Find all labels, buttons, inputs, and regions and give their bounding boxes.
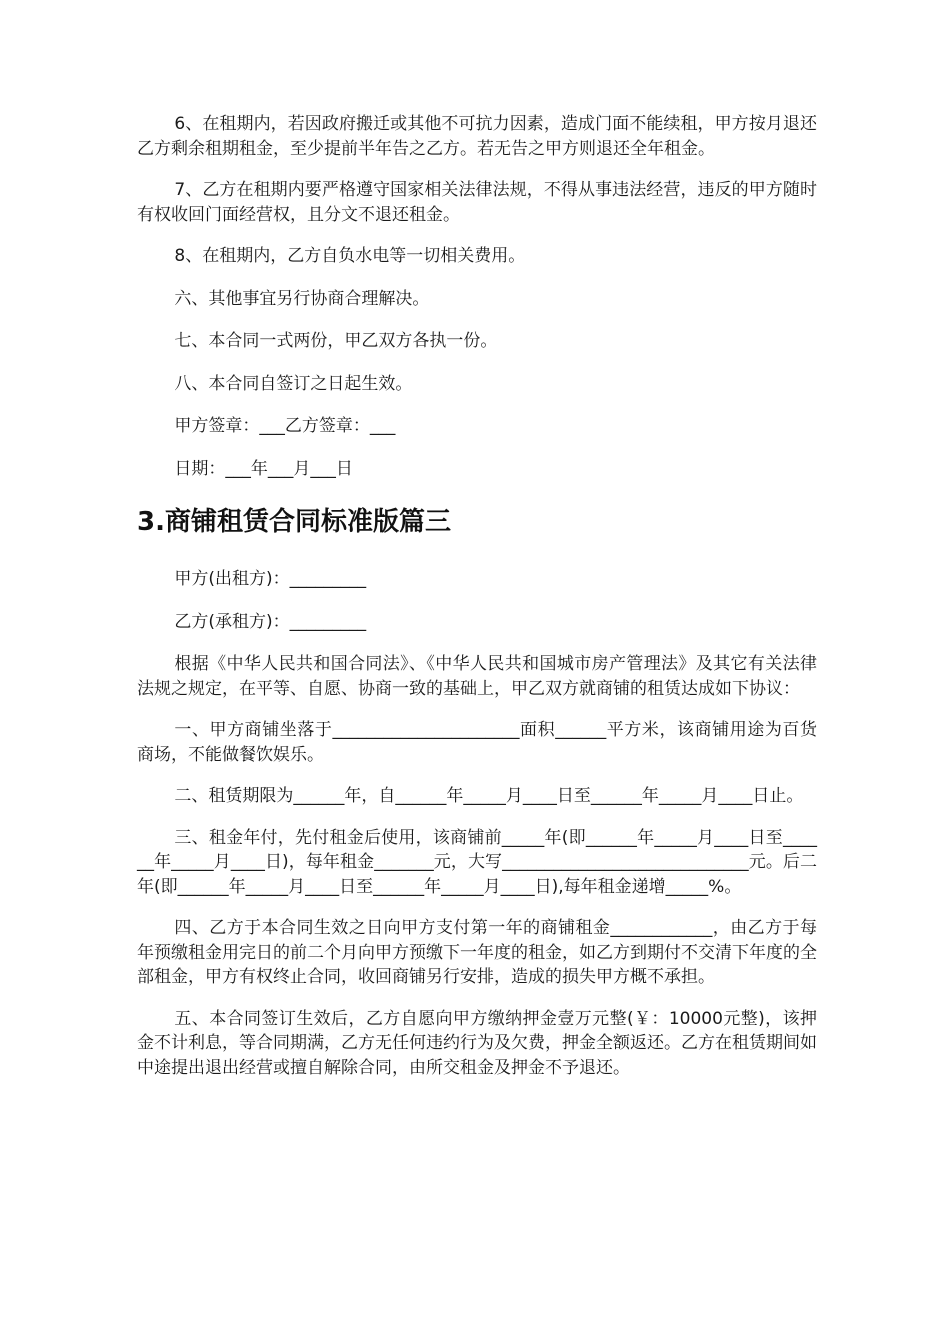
preamble: 根据《中华人民共和国合同法》、《中华人民共和国城市房产管理法》及其它有关法律法规之规定，在平等、自愿、协商一致的基础上，甲乙双方就商铺的租赁达成如下协议： [137, 654, 817, 699]
article-5: 五、本合同签订生效后，乙方自愿向甲方缴纳押金壹万元整(￥：10000元整)，该押金不计利息，等合同期满，乙方无任何违约行为及欠费，押金全额返还。乙方在租赁期间如中途提出退出经营或擅自解除合同，由所交租金及押金不予退还。 [137, 1008, 817, 1078]
article-1: 一、甲方商铺坐落于______________________面积______平方米，该商铺用途为百货商场，不能做餐饮娱乐。 [137, 720, 817, 765]
clause-6: 6、在租期内，若因政府搬迁或其他不可抗力因素，造成门面不能续租，甲方按月退还乙方剩余租期租金，至少提前半年告之乙方。若无告之甲方则退还全年租金。 [137, 114, 817, 159]
document-body [137, 112, 817, 1097]
party-b-line: 乙方(承租方)：_________ [174, 611, 367, 632]
article-4: 四、乙方于本合同生效之日向甲方支付第一年的商铺租金____________，由乙方于每年预缴租金用完日的前二个月向甲方预缴下一年度的租金，如乙方到期付不交清下年度的全部租金，甲方有权终止合同，收回商铺另行安排，造成的损失甲方概不承担。 [137, 918, 817, 987]
date-line: 日期：___年___月___日 [174, 458, 353, 479]
section-7: 七、本合同一式两份，甲乙双方各执一份。 [174, 331, 498, 351]
signature-line: 甲方签章：___乙方签章：___ [174, 416, 396, 436]
clause-7: 7、乙方在租期内要严格遵守国家相关法律法规，不得从事违法经营，违反的甲方随时有权收回门面经营权，且分文不退还租金。 [137, 180, 817, 225]
section-6: 六、其他事宜另行协商合理解决。 [174, 288, 430, 309]
article-2: 二、租赁期限为______年，自______年_____月____日至______年_____月____日止。 [174, 786, 804, 806]
section-8: 八、本合同自签订之日起生效。 [174, 373, 413, 394]
clause-8: 8、在租期内，乙方自负水电等一切相关费用。 [174, 246, 526, 266]
article-3: 三、租金年付，先付租金后使用，该商铺前_____年(即______年_____月____日至______年_____月____日)，每年租金_______元，大写_____________________________元。后二年(即______年_____月____日至______年_____月____日),每年租金递增_____%。 [137, 827, 817, 897]
section-heading: 3.商铺租赁合同标准版篇三 [137, 507, 451, 537]
party-a-line: 甲方(出租方)：_________ [174, 569, 367, 589]
